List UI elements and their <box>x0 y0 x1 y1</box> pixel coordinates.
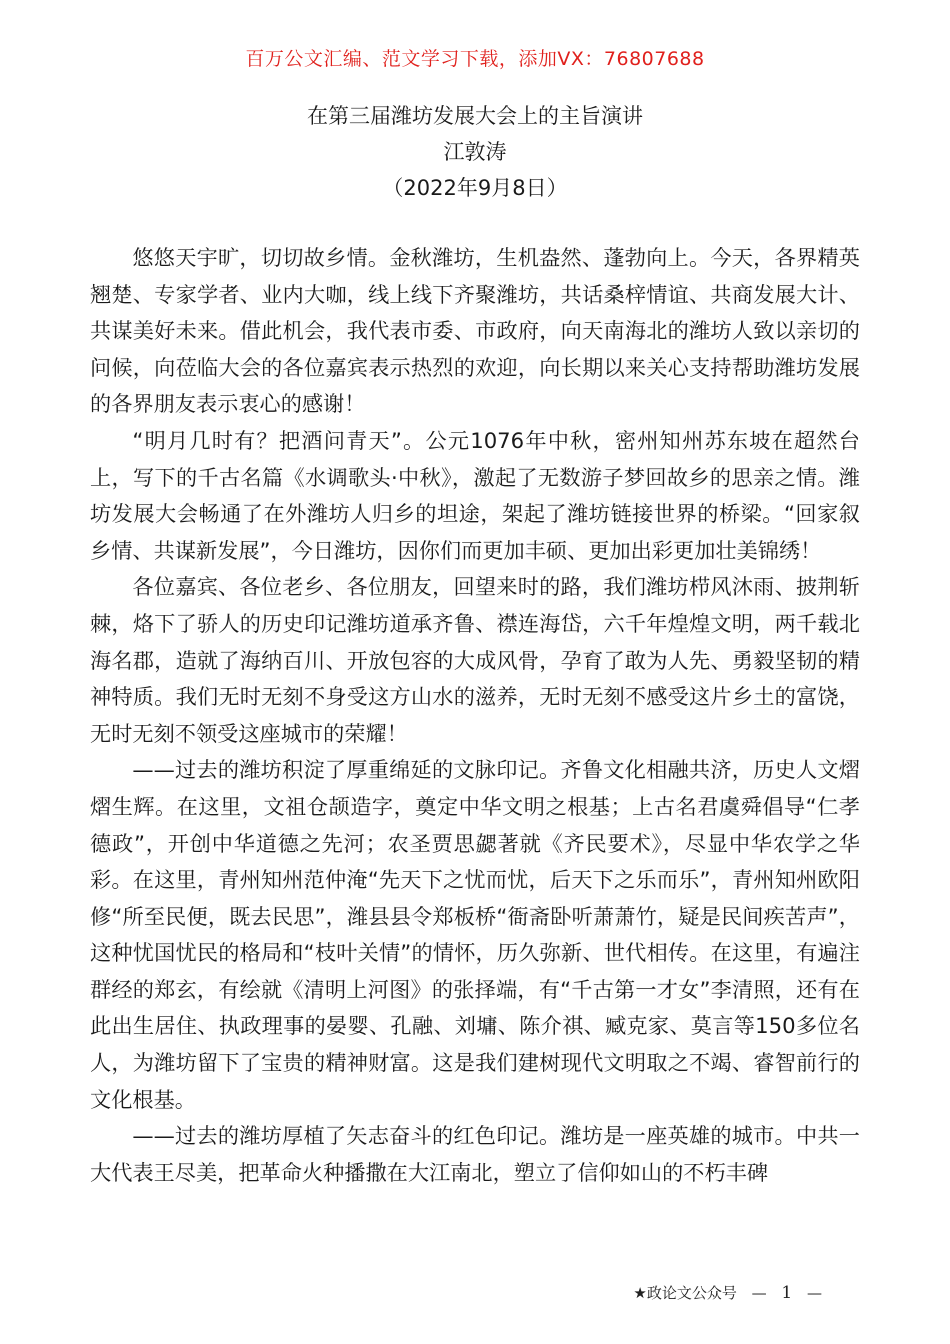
footer-dash-left: — <box>751 1284 767 1302</box>
paragraph: 各位嘉宾、各位老乡、各位朋友，回望来时的路，我们潍坊栉风沐雨、披荆斩棘，烙下了骄人的历史印记潍坊道承齐鲁、襟连海岱，六千年煌煌文明，两千载北海名郡，造就了海纳百川、开放包容的大成风骨，孕育了敢为人先、勇毅坚韧的精神特质。我们无时无刻不身受这方山水的滋养，无时无刻不感受这片乡土的富饶，无时无刻不领受这座城市的荣耀！ <box>90 574 860 746</box>
title-block <box>0 98 950 206</box>
header-banner: 百万公文汇编、范文学习下载，添加VX：76807688 <box>245 48 705 70</box>
footer-source: ★政论文公众号 <box>633 1284 737 1302</box>
speech-date: （2022年9月8日） <box>382 176 568 200</box>
document-title: 在第三届潍坊发展大会上的主旨演讲 <box>307 104 643 128</box>
paragraph: ——过去的潍坊厚植了矢志奋斗的红色印记。潍坊是一座英雄的城市。中共一大代表王尽美，把革命火种播撒在大江南北，塑立了信仰如山的不朽丰碑 <box>90 1123 860 1185</box>
paragraph: ——过去的潍坊积淀了厚重绵延的文脉印记。齐鲁文化相融共济，历史人文熠熠生辉。在这里，文祖仓颉造字，奠定中华文明之根基；上古名君虞舜倡导“仁孝德政”，开创中华道德之先河；农圣贾思勰著就《齐民要术》，尽显中华农学之华彩。在这里，青州知州范仲淹“先天下之忧而忧，后天下之乐而乐”，青州知州欧阳修“所至民便，既去民思”，潍县县令郑板桥“衙斋卧听萧萧竹，疑是民间疾苦声”，这种忧国忧民的格局和“枝叶关情”的情怀，历久弥新、世代相传。在这里，有遍注群经的郑玄，有绘就《清明上河图》的张择端，有“千古第一才女”李清照，还有在此出生居住、执政理事的晏婴、孔融、刘墉、陈介祺、臧克家、莫言等150多位名人，为潍坊留下了宝贵的精神财富。这是我们建树现代文明取之不竭、睿智前行的文化根基。 <box>90 757 860 1112</box>
page-number: 1 <box>781 1283 793 1303</box>
speech-body <box>90 240 860 1191</box>
paragraph: “明月几时有？把酒问青天”。公元1076年中秋，密州知州苏东坡在超然台上，写下的千古名篇《水调歌头·中秋》，激起了无数游子梦回故乡的思亲之情。潍坊发展大会畅通了在外潍坊人归乡的坦途，架起了潍坊链接世界的桥梁。“回家叙乡情、共谋新发展”，今日潍坊，因你们而更加丰硕、更加出彩更加壮美锦绣！ <box>90 427 860 563</box>
footer-dash-right: — <box>807 1284 822 1302</box>
paragraph: 悠悠天宇旷，切切故乡情。金秋潍坊，生机盎然、蓬勃向上。今天，各界精英翘楚、专家学者、业内大咖，线上线下齐聚潍坊，共话桑梓情谊、共商发展大计、共谋美好未来。借此机会，我代表市委、市政府，向天南海北的潍坊人致以亲切的问候，向莅临大会的各位嘉宾表示热烈的欢迎，向长期以来关心支持帮助潍坊发展的各界朋友表示衷心的感谢！ <box>90 245 860 417</box>
page-footer <box>633 1282 832 1303</box>
author-name: 江敦涛 <box>443 140 507 164</box>
